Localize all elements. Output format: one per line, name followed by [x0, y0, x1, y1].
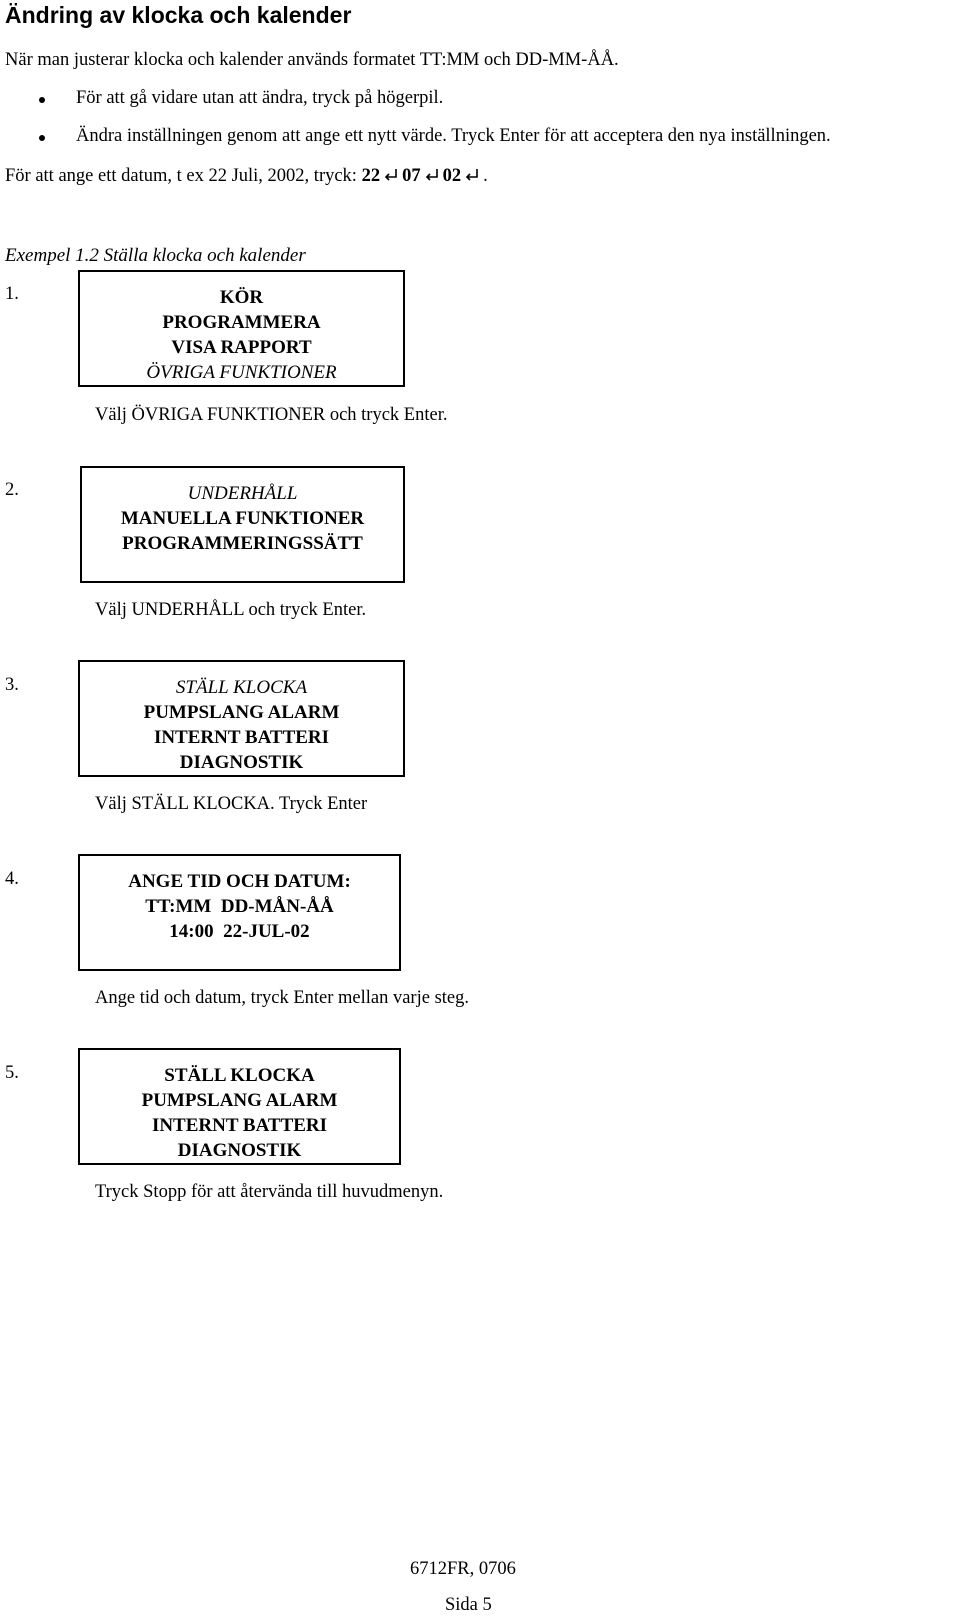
step-2-instruction: Välj UNDERHÅLL och tryck Enter. [95, 600, 367, 620]
page-title: Ändring av klocka och kalender [5, 2, 352, 28]
step-3-line-4: DIAGNOSTIK [179, 752, 304, 773]
step-5-display [78, 1048, 401, 1165]
step-2-line-3: PROGRAMMERINGSSÄTT [122, 533, 363, 554]
bullet-2: Ändra inställningen genom att ange ett nytt värde. Tryck Enter för att acceptera den nya inställningen. [76, 126, 831, 146]
step-2-line-2: MANUELLA FUNKTIONER [120, 508, 365, 529]
step-3-instruction: Välj STÄLL KLOCKA. Tryck Enter [95, 794, 368, 814]
intro-text: När man justerar klocka och kalender används formatet TT:MM och DD-MM-ÅÅ. [5, 50, 619, 70]
step-5-line-1: STÄLL KLOCKA [164, 1065, 315, 1086]
step-5-line-2: PUMPSLANG ALARM [141, 1090, 338, 1111]
example-title: Exempel 1.2 Ställa klocka och kalender [5, 245, 306, 266]
step-5-instruction: Tryck Stopp för att återvända till huvudmenyn. [95, 1182, 444, 1202]
step-1-line-1: KÖR [219, 287, 264, 308]
footer-page-number: Sida 5 [445, 1595, 492, 1615]
step-1-display [78, 270, 405, 387]
date-example-prefix: För att ange ett datum, t ex 22 Juli, 2002, tryck: [5, 166, 362, 186]
step-3-display [78, 660, 405, 777]
step-4-number: 4. [5, 869, 19, 889]
step-1-instruction: Välj ÖVRIGA FUNKTIONER och tryck Enter. [95, 405, 448, 425]
step-1-line-4: ÖVRIGA FUNKTIONER [146, 362, 337, 383]
enter-key-icon [465, 168, 479, 182]
step-3-number: 3. [5, 675, 19, 695]
step-3-line-2: PUMPSLANG ALARM [143, 702, 340, 723]
step-4-line-2: TT:MM DD-MÅN-ÅÅ [145, 896, 334, 917]
date-key-day: 22 [361, 166, 381, 186]
bullet-1: För att gå vidare utan att ändra, tryck på högerpil. [76, 88, 444, 108]
date-example-suffix: . [483, 166, 488, 186]
step-4-display [78, 854, 401, 971]
footer-doc-id: 6712FR, 0706 [410, 1559, 516, 1579]
step-4-instruction: Ange tid och datum, tryck Enter mellan varje steg. [95, 988, 469, 1008]
bullet-2-dot [39, 135, 45, 141]
date-key-year: 02 [442, 166, 462, 186]
date-key-month: 07 [402, 166, 421, 186]
step-4-line-1: ANGE TID OCH DATUM: [128, 871, 351, 892]
step-5-line-3: INTERNT BATTERI [151, 1115, 328, 1136]
bullet-1-dot [39, 97, 45, 103]
step-2-line-1: UNDERHÅLL [187, 483, 298, 504]
step-3-line-3: INTERNT BATTERI [153, 727, 330, 748]
step-4-line-3: 14:00 22-JUL-02 [169, 921, 310, 942]
step-1-line-3: VISA RAPPORT [171, 337, 312, 358]
step-2-number: 2. [5, 480, 19, 500]
step-2-display [80, 466, 405, 583]
step-5-line-4: DIAGNOSTIK [177, 1140, 302, 1161]
step-1-number: 1. [5, 284, 19, 304]
step-1-line-2: PROGRAMMERA [162, 312, 321, 333]
date-example-line [5, 166, 488, 187]
enter-key-icon [384, 168, 398, 182]
enter-key-icon [425, 168, 439, 182]
step-3-line-1: STÄLL KLOCKA [175, 677, 308, 698]
step-5-number: 5. [5, 1063, 19, 1083]
